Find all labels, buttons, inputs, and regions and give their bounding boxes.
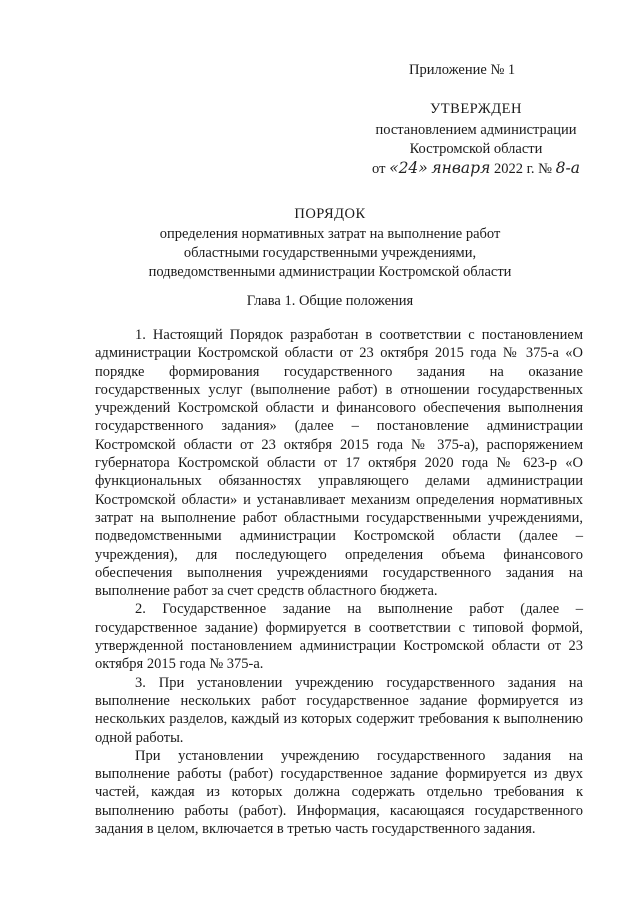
annex-label: Приложение № 1 bbox=[409, 62, 516, 78]
paragraph-3: 3. При установлении учреждению государственного задания на выполнение нескольких работ государственное задание формируется из нескольких разделов, каждый из которых содержит требования к выполнению одной работы. bbox=[95, 674, 583, 746]
date-year-number: 2022 г. № bbox=[493, 161, 552, 177]
paragraph-4: При установлении учреждению государственного задания на выполнение работы (работ) государственное задание формируется из двух частей, каждая из которых должна содержать отдельно требования к выполнению работы (работ). Информация, касающаяся государственного задания в целом, включается в третью часть государственного задания. bbox=[95, 747, 583, 838]
document-title-block bbox=[80, 205, 580, 282]
document-title: ПОРЯДОК bbox=[294, 206, 366, 222]
document-subtitle-line-3: подведомственными администрации Костромской области bbox=[148, 264, 512, 280]
document-subtitle-line-1: определения нормативных затрат на выполнение работ bbox=[159, 226, 501, 242]
handwritten-number: 8-а bbox=[555, 159, 580, 177]
document-subtitle-line-2: областными государственными учреждениями, bbox=[183, 245, 477, 261]
paragraph-2: 2. Государственное задание на выполнение работ (далее – государственное задание) формируется в соответствии с типовой формой, утвержденной постановлением администрации Костромской области от 23 октября 2015 года № 375-а. bbox=[95, 601, 583, 673]
chapter-heading: Глава 1. Общие положения bbox=[246, 293, 414, 309]
handwritten-month: января bbox=[431, 159, 491, 177]
handwritten-day: «24» bbox=[389, 159, 428, 177]
approval-title: УТВЕРЖДЕН bbox=[430, 101, 522, 117]
approval-block bbox=[320, 100, 632, 179]
paragraph-1: 1. Настоящий Порядок разработан в соответствии с постановлением администрации Костромской области от 23 октября 2015 года № 375-а «О порядке формирования государственного задания на оказание государственных услуг (выполнение работ) в отношении государственных учреждений Костромской области и финансового обеспечения выполнения государственного задания» (далее – постановление администрации Костромской области от 23 октября 2015 года № 375-а), распоряжением губернатора Костромской области от 17 октября 2020 года № 623-р «О функциональных обязанностях управляющего делами администрации Костромской области» и устанавливает механизм определения нормативных затрат на выполнение работ областными государственными учреждениями, подведомственными администрации Костромской области (далее – учреждения), для последующего определения объема финансового обеспечения выполнения учреждениями государственного задания на выполнение работ за счет средств областного бюджета. bbox=[95, 327, 583, 600]
date-prefix: от bbox=[372, 161, 386, 177]
approval-date-line bbox=[320, 159, 632, 179]
approval-line-1: постановлением администрации bbox=[375, 122, 577, 138]
approval-line-2: Костромской области bbox=[409, 141, 543, 157]
document-body bbox=[95, 326, 583, 838]
